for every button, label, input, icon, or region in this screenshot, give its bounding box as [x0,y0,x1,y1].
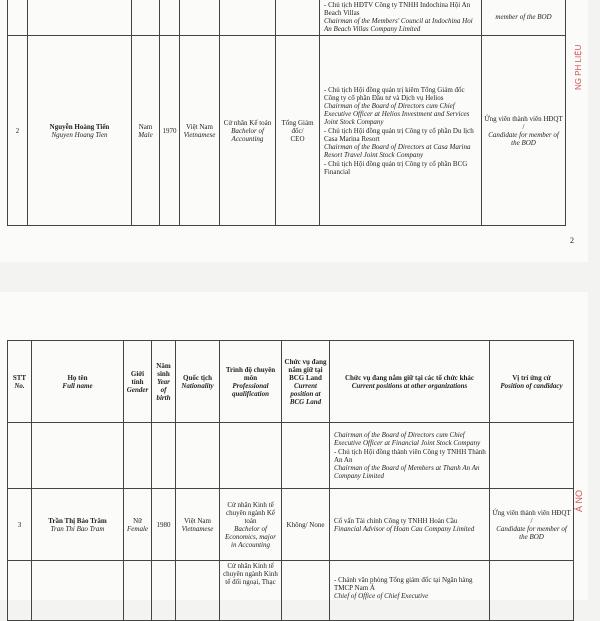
position-item: - Chánh văn phòng Tổng giám đốc tại Ngân hàng TMCP Nam Á Chief of Office of Chief Executive [334,576,487,600]
name-cell: Trần Thị Bảo Trâm Tran Thi Bao Tram [32,489,124,561]
position-item: - Chủ tịch Hội đồng quản trị kiêm Tổng Giám đốc Công ty cổ phần Đầu tư và Dịch vụ Helios Chairman of the Board of Directors cum Chief Executive Officer at Helios Investment and Services Joint Stock Company [324,86,479,126]
table-row [8,423,574,489]
nationality-cell: Việt Nam Vietnamese [180,36,220,226]
year-cell: 1980 [152,489,176,561]
other-positions-cell [320,36,482,226]
header-year: Năm sinh Year of birth [152,341,176,423]
position-item: - Chủ tịch HĐTV Công ty TNHH Indochina Hội An Beach Villas Chairman of the Members' Council at Indochina Hoi An Beach Villas Company Limited [324,1,479,33]
other-positions-cell [330,561,490,621]
nationality-cell: Việt Nam Vietnamese [176,489,220,561]
year-cell: 1970 [160,36,180,226]
red-stamp: NG PH LIỆU [574,44,583,90]
header-gender: Giới tính Gender [124,341,152,423]
name-cell: Nguyễn Hoàng Tiến Nguyen Hoang Tien [28,36,132,226]
position-item: Chairman of the Board of Directors cum Chief Executive Officer at Financial Joint Stock Company [334,431,481,447]
other-positions-cell [320,0,482,36]
candidates-table-page-1 [7,0,566,226]
table-row [8,36,566,226]
gender-cell: Nữ Female [124,489,152,561]
red-stamp: Ả NO [574,489,584,512]
position-item: - Chủ tịch Hội đồng quản trị Công ty cổ phần Du lịch Casa Marina Resort Chairman of the Board of Directors at Casa Marina Resort Travel Joint Stock Company [324,127,479,159]
qualification-cell: Cử nhân Kinh tế chuyên ngành Kế toán Bachelor of Economics, major in Accounting [220,489,282,561]
current-position-cell: Không/ None [282,489,330,561]
position-item: - Chủ tịch Hội đồng thành viên Công ty TNHH Thành An An Chairman of the Board of Members at Thanh An An Company Limited [334,448,487,480]
table-row [8,561,574,621]
header-name: Họ tên Full name [32,341,124,423]
qualification-cell: Cử nhân Kinh tế chuyên ngành Kinh tế đối ngoại, Thạc [220,561,282,621]
header-nationality: Quốc tịch Nationality [176,341,220,423]
table-row [8,0,566,36]
table-row [8,489,574,561]
header-current-position: Chức vụ đang nắm giữ tại BCG Land Current position at BCG Land [282,341,330,423]
page-number: 2 [570,236,574,245]
header-stt: STT No. [8,341,32,423]
stt-cell: 2 [8,36,28,226]
table-header-row [8,341,574,423]
qualification-cell: Cử nhân Kế toán Bachelor of Accounting [220,36,276,226]
candidacy-cell: Ứng viên thành viên HĐQT / Candidate for member of the BOD [482,36,566,226]
header-candidacy: Vị trí ứng cử Position of candidacy [490,341,574,423]
candidacy-cell: Ứng viên thành viên HĐQT / Candidate for member of the BOD [490,489,574,561]
header-other-positions: Chức vụ đang nắm giữ tại các tổ chức khác Current positions at other organizations [330,341,490,423]
stt-cell: 3 [8,489,32,561]
document-page-1 [0,0,588,262]
candidacy-tail: member of the BOD [495,13,552,21]
document-page-2 [0,292,588,600]
gender-cell: Nam Male [132,36,160,226]
position-item: - Chủ tịch Hội đồng quản trị Công ty cổ phần BCG Financial [324,160,479,176]
other-positions-cell [330,423,490,489]
header-qualification: Trình độ chuyên môn Professional qualification [220,341,282,423]
position-item: Cố vấn Tài chính Công ty TNHH Hoàn Cầu Financial Advisor of Hoan Cau Company Limited [334,516,475,533]
other-positions-cell [330,489,490,561]
candidates-table-page-2 [7,340,574,621]
current-position-cell: Tổng Giám đốc/ CEO [276,36,320,226]
